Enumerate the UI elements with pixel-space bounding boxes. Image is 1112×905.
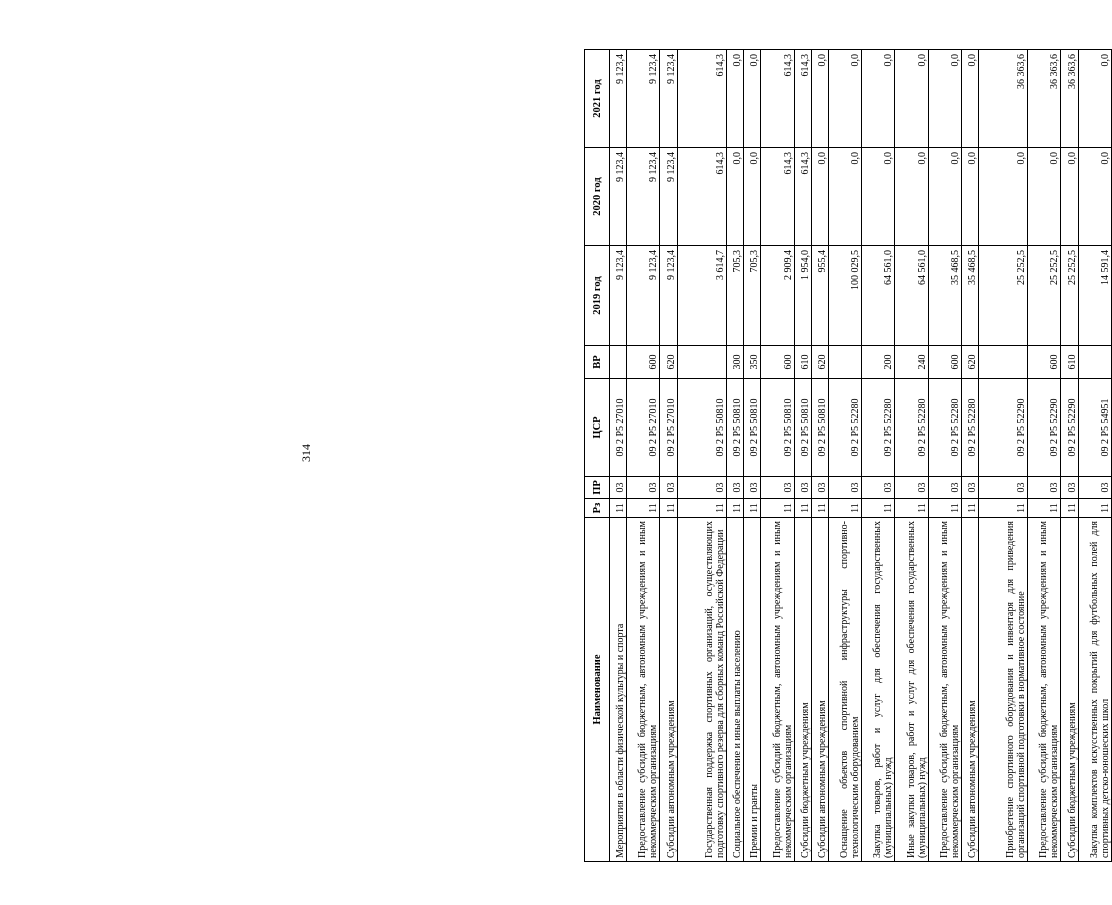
cell-rz: 11: [744, 499, 761, 518]
cell-pr: 03: [610, 477, 627, 499]
cell-name: Субсидии автономным учреждениям: [811, 518, 828, 862]
table-row: [862, 50, 895, 862]
cell-2019: 9 123,4: [627, 246, 660, 346]
cell-pr: 03: [627, 477, 660, 499]
cell-2020: 0,0: [979, 148, 1028, 246]
cell-name: Приобретение спортивного оборудования и инвентаря для приведения организаций спортивной подготовки в нормативное состояние: [979, 518, 1028, 862]
cell-name: Закупка комплектов искусственных покрытий для футбольных полей для спортивных детско-юношеских школ: [1078, 518, 1111, 862]
cell-rz: 11: [761, 499, 794, 518]
rotated-table-container: [584, 50, 1112, 862]
cell-name: Социальное обеспечение и иные выплаты населению: [726, 518, 743, 862]
table-row: [1078, 50, 1111, 862]
cell-name: Предоставление субсидий бюджетным, автономным учреждениям и иным некоммерческим организациям: [1028, 518, 1061, 862]
cell-name: Предоставление субсидий бюджетным, автономным учреждениям и иным некоммерческим организациям: [761, 518, 794, 862]
cell-csr: 09 2 P5 27010: [610, 379, 627, 477]
cell-2021: 614,3: [761, 50, 794, 148]
cell-vr: 240: [895, 346, 928, 379]
cell-2019: 14 591,4: [1078, 246, 1111, 346]
header-2021: 2021 год: [585, 50, 610, 148]
cell-rz: 11: [1078, 499, 1111, 518]
cell-vr: 620: [811, 346, 828, 379]
cell-vr: 300: [726, 346, 743, 379]
cell-rz: 11: [895, 499, 928, 518]
table-row: [794, 50, 811, 862]
cell-name: Предоставление субсидий бюджетным, автономным учреждениям и иным некоммерческим организациям: [627, 518, 660, 862]
cell-2020: 0,0: [744, 148, 761, 246]
cell-csr: 09 2 P5 54951: [1078, 379, 1111, 477]
header-2019: 2019 год: [585, 246, 610, 346]
cell-pr: 03: [862, 477, 895, 499]
cell-rz: 11: [829, 499, 862, 518]
cell-csr: 09 2 P5 50810: [726, 379, 743, 477]
table-row: [961, 50, 978, 862]
cell-2021: 0,0: [829, 50, 862, 148]
cell-rz: 11: [961, 499, 978, 518]
cell-2019: 955,4: [811, 246, 828, 346]
budget-table: [584, 49, 1112, 862]
cell-vr: 610: [1061, 346, 1078, 379]
cell-2021: 0,0: [726, 50, 743, 148]
cell-csr: 09 2 P5 52280: [928, 379, 961, 477]
cell-2021: 9 123,4: [627, 50, 660, 148]
cell-2019: 705,3: [744, 246, 761, 346]
header-csr: ЦСР: [585, 379, 610, 477]
table-row: [928, 50, 961, 862]
cell-2020: 0,0: [862, 148, 895, 246]
cell-vr: 610: [794, 346, 811, 379]
cell-name: Государственная поддержка спортивных организаций, осуществляющих подготовку спортивного резерва для сборных команд Российской Федерации: [677, 518, 726, 862]
cell-csr: 09 2 P5 52290: [979, 379, 1028, 477]
cell-pr: 03: [1061, 477, 1078, 499]
table-row: [895, 50, 928, 862]
cell-csr: 09 2 P5 50810: [744, 379, 761, 477]
cell-pr: 03: [895, 477, 928, 499]
cell-2020: 614,3: [677, 148, 726, 246]
cell-2021: 0,0: [895, 50, 928, 148]
cell-name: Предоставление субсидий бюджетным, автономным учреждениям и иным некоммерческим организациям: [928, 518, 961, 862]
table-header-row: [585, 50, 610, 862]
cell-2020: 614,3: [794, 148, 811, 246]
cell-pr: 03: [744, 477, 761, 499]
cell-2020: 0,0: [1061, 148, 1078, 246]
cell-2019: 25 252,5: [979, 246, 1028, 346]
cell-2019: 25 252,5: [1061, 246, 1078, 346]
cell-2019: 25 252,5: [1028, 246, 1061, 346]
table-row: [660, 50, 677, 862]
cell-2019: 9 123,4: [660, 246, 677, 346]
cell-2019: 35 468,5: [928, 246, 961, 346]
cell-2020: 0,0: [895, 148, 928, 246]
cell-rz: 11: [794, 499, 811, 518]
cell-name: Субсидии бюджетным учреждениям: [1061, 518, 1078, 862]
cell-vr: [979, 346, 1028, 379]
cell-2019: 9 123,4: [610, 246, 627, 346]
cell-csr: 09 2 P5 27010: [627, 379, 660, 477]
cell-2021: 614,3: [677, 50, 726, 148]
cell-csr: 09 2 P5 52280: [862, 379, 895, 477]
table-row: [726, 50, 743, 862]
table-row: [811, 50, 828, 862]
cell-rz: 11: [627, 499, 660, 518]
table-row: [761, 50, 794, 862]
cell-2021: 0,0: [1078, 50, 1111, 148]
table-row: [744, 50, 761, 862]
cell-vr: 620: [961, 346, 978, 379]
cell-2020: 9 123,4: [627, 148, 660, 246]
cell-pr: 03: [1078, 477, 1111, 499]
cell-2021: 36 363,6: [979, 50, 1028, 148]
cell-pr: 03: [726, 477, 743, 499]
cell-2019: 100 029,5: [829, 246, 862, 346]
cell-2019: 2 909,4: [761, 246, 794, 346]
cell-vr: 200: [862, 346, 895, 379]
cell-2021: 0,0: [862, 50, 895, 148]
cell-rz: 11: [1061, 499, 1078, 518]
cell-rz: 11: [1028, 499, 1061, 518]
cell-pr: 03: [829, 477, 862, 499]
header-2020: 2020 год: [585, 148, 610, 246]
header-rz: Рз: [585, 499, 610, 518]
cell-csr: 09 2 P5 27010: [660, 379, 677, 477]
cell-2021: 9 123,4: [660, 50, 677, 148]
table-row: [979, 50, 1028, 862]
cell-name: Субсидии автономным учреждениям: [660, 518, 677, 862]
cell-pr: 03: [761, 477, 794, 499]
cell-rz: 11: [811, 499, 828, 518]
cell-pr: 03: [677, 477, 726, 499]
cell-rz: 11: [862, 499, 895, 518]
cell-rz: 11: [660, 499, 677, 518]
cell-pr: 03: [660, 477, 677, 499]
cell-name: Закупка товаров, работ и услуг для обеспечения государственных (муниципальных) нужд: [862, 518, 895, 862]
cell-csr: 09 2 P5 50810: [761, 379, 794, 477]
cell-vr: [677, 346, 726, 379]
cell-2020: 0,0: [928, 148, 961, 246]
cell-vr: [1078, 346, 1111, 379]
cell-name: Иные закупки товаров, работ и услуг для обеспечения государственных (муниципальных) нужд: [895, 518, 928, 862]
cell-2021: 9 123,4: [610, 50, 627, 148]
cell-csr: 09 2 P5 52280: [895, 379, 928, 477]
header-pr: ПР: [585, 477, 610, 499]
cell-csr: 09 2 P5 52280: [829, 379, 862, 477]
cell-name: Субсидии автономным учреждениям: [961, 518, 978, 862]
table-row: [627, 50, 660, 862]
cell-2020: 0,0: [961, 148, 978, 246]
cell-vr: [610, 346, 627, 379]
cell-2020: 614,3: [761, 148, 794, 246]
cell-name: Премии и гранты: [744, 518, 761, 862]
cell-2021: 36 363,6: [1061, 50, 1078, 148]
cell-2019: 64 561,0: [895, 246, 928, 346]
table-body: [610, 50, 1112, 862]
cell-pr: 03: [928, 477, 961, 499]
cell-2019: 3 614,7: [677, 246, 726, 346]
table-row: [677, 50, 726, 862]
cell-2020: 0,0: [1028, 148, 1061, 246]
cell-2021: 0,0: [961, 50, 978, 148]
cell-rz: 11: [928, 499, 961, 518]
cell-2021: 36 363,6: [1028, 50, 1061, 148]
page-number: 314: [299, 444, 313, 462]
cell-2020: 0,0: [811, 148, 828, 246]
cell-vr: 350: [744, 346, 761, 379]
table-row: [829, 50, 862, 862]
cell-2019: 1 954,0: [794, 246, 811, 346]
cell-rz: 11: [610, 499, 627, 518]
cell-rz: 11: [726, 499, 743, 518]
cell-rz: 11: [979, 499, 1028, 518]
cell-2020: 0,0: [726, 148, 743, 246]
cell-2019: 35 468,5: [961, 246, 978, 346]
cell-vr: 600: [928, 346, 961, 379]
cell-2021: 614,3: [794, 50, 811, 148]
cell-2020: 0,0: [1078, 148, 1111, 246]
header-vr: ВР: [585, 346, 610, 379]
cell-2019: 705,3: [726, 246, 743, 346]
cell-csr: 09 2 P5 52290: [1061, 379, 1078, 477]
cell-2021: 0,0: [928, 50, 961, 148]
cell-pr: 03: [979, 477, 1028, 499]
table-row: [1061, 50, 1078, 862]
table-row: [610, 50, 627, 862]
cell-vr: 600: [627, 346, 660, 379]
cell-pr: 03: [794, 477, 811, 499]
header-name: Наименование: [585, 518, 610, 862]
cell-rz: 11: [677, 499, 726, 518]
cell-pr: 03: [811, 477, 828, 499]
cell-vr: 600: [761, 346, 794, 379]
cell-pr: 03: [1028, 477, 1061, 499]
cell-csr: 09 2 P5 50810: [794, 379, 811, 477]
cell-name: Оснащение объектов спортивной инфраструктуры спортивно-технологическим оборудованием: [829, 518, 862, 862]
cell-2020: 9 123,4: [660, 148, 677, 246]
table-row: [1028, 50, 1061, 862]
cell-csr: 09 2 P5 52290: [1028, 379, 1061, 477]
cell-vr: 620: [660, 346, 677, 379]
cell-name: Субсидии бюджетным учреждениям: [794, 518, 811, 862]
cell-2021: 0,0: [811, 50, 828, 148]
cell-csr: 09 2 P5 50810: [677, 379, 726, 477]
cell-csr: 09 2 P5 50810: [811, 379, 828, 477]
cell-vr: 600: [1028, 346, 1061, 379]
cell-2021: 0,0: [744, 50, 761, 148]
cell-2019: 64 561,0: [862, 246, 895, 346]
cell-2020: 0,0: [829, 148, 862, 246]
cell-name: Мероприятия в области физической культуры и спорта: [610, 518, 627, 862]
cell-csr: 09 2 P5 52280: [961, 379, 978, 477]
cell-2020: 9 123,4: [610, 148, 627, 246]
cell-vr: [829, 346, 862, 379]
cell-pr: 03: [961, 477, 978, 499]
